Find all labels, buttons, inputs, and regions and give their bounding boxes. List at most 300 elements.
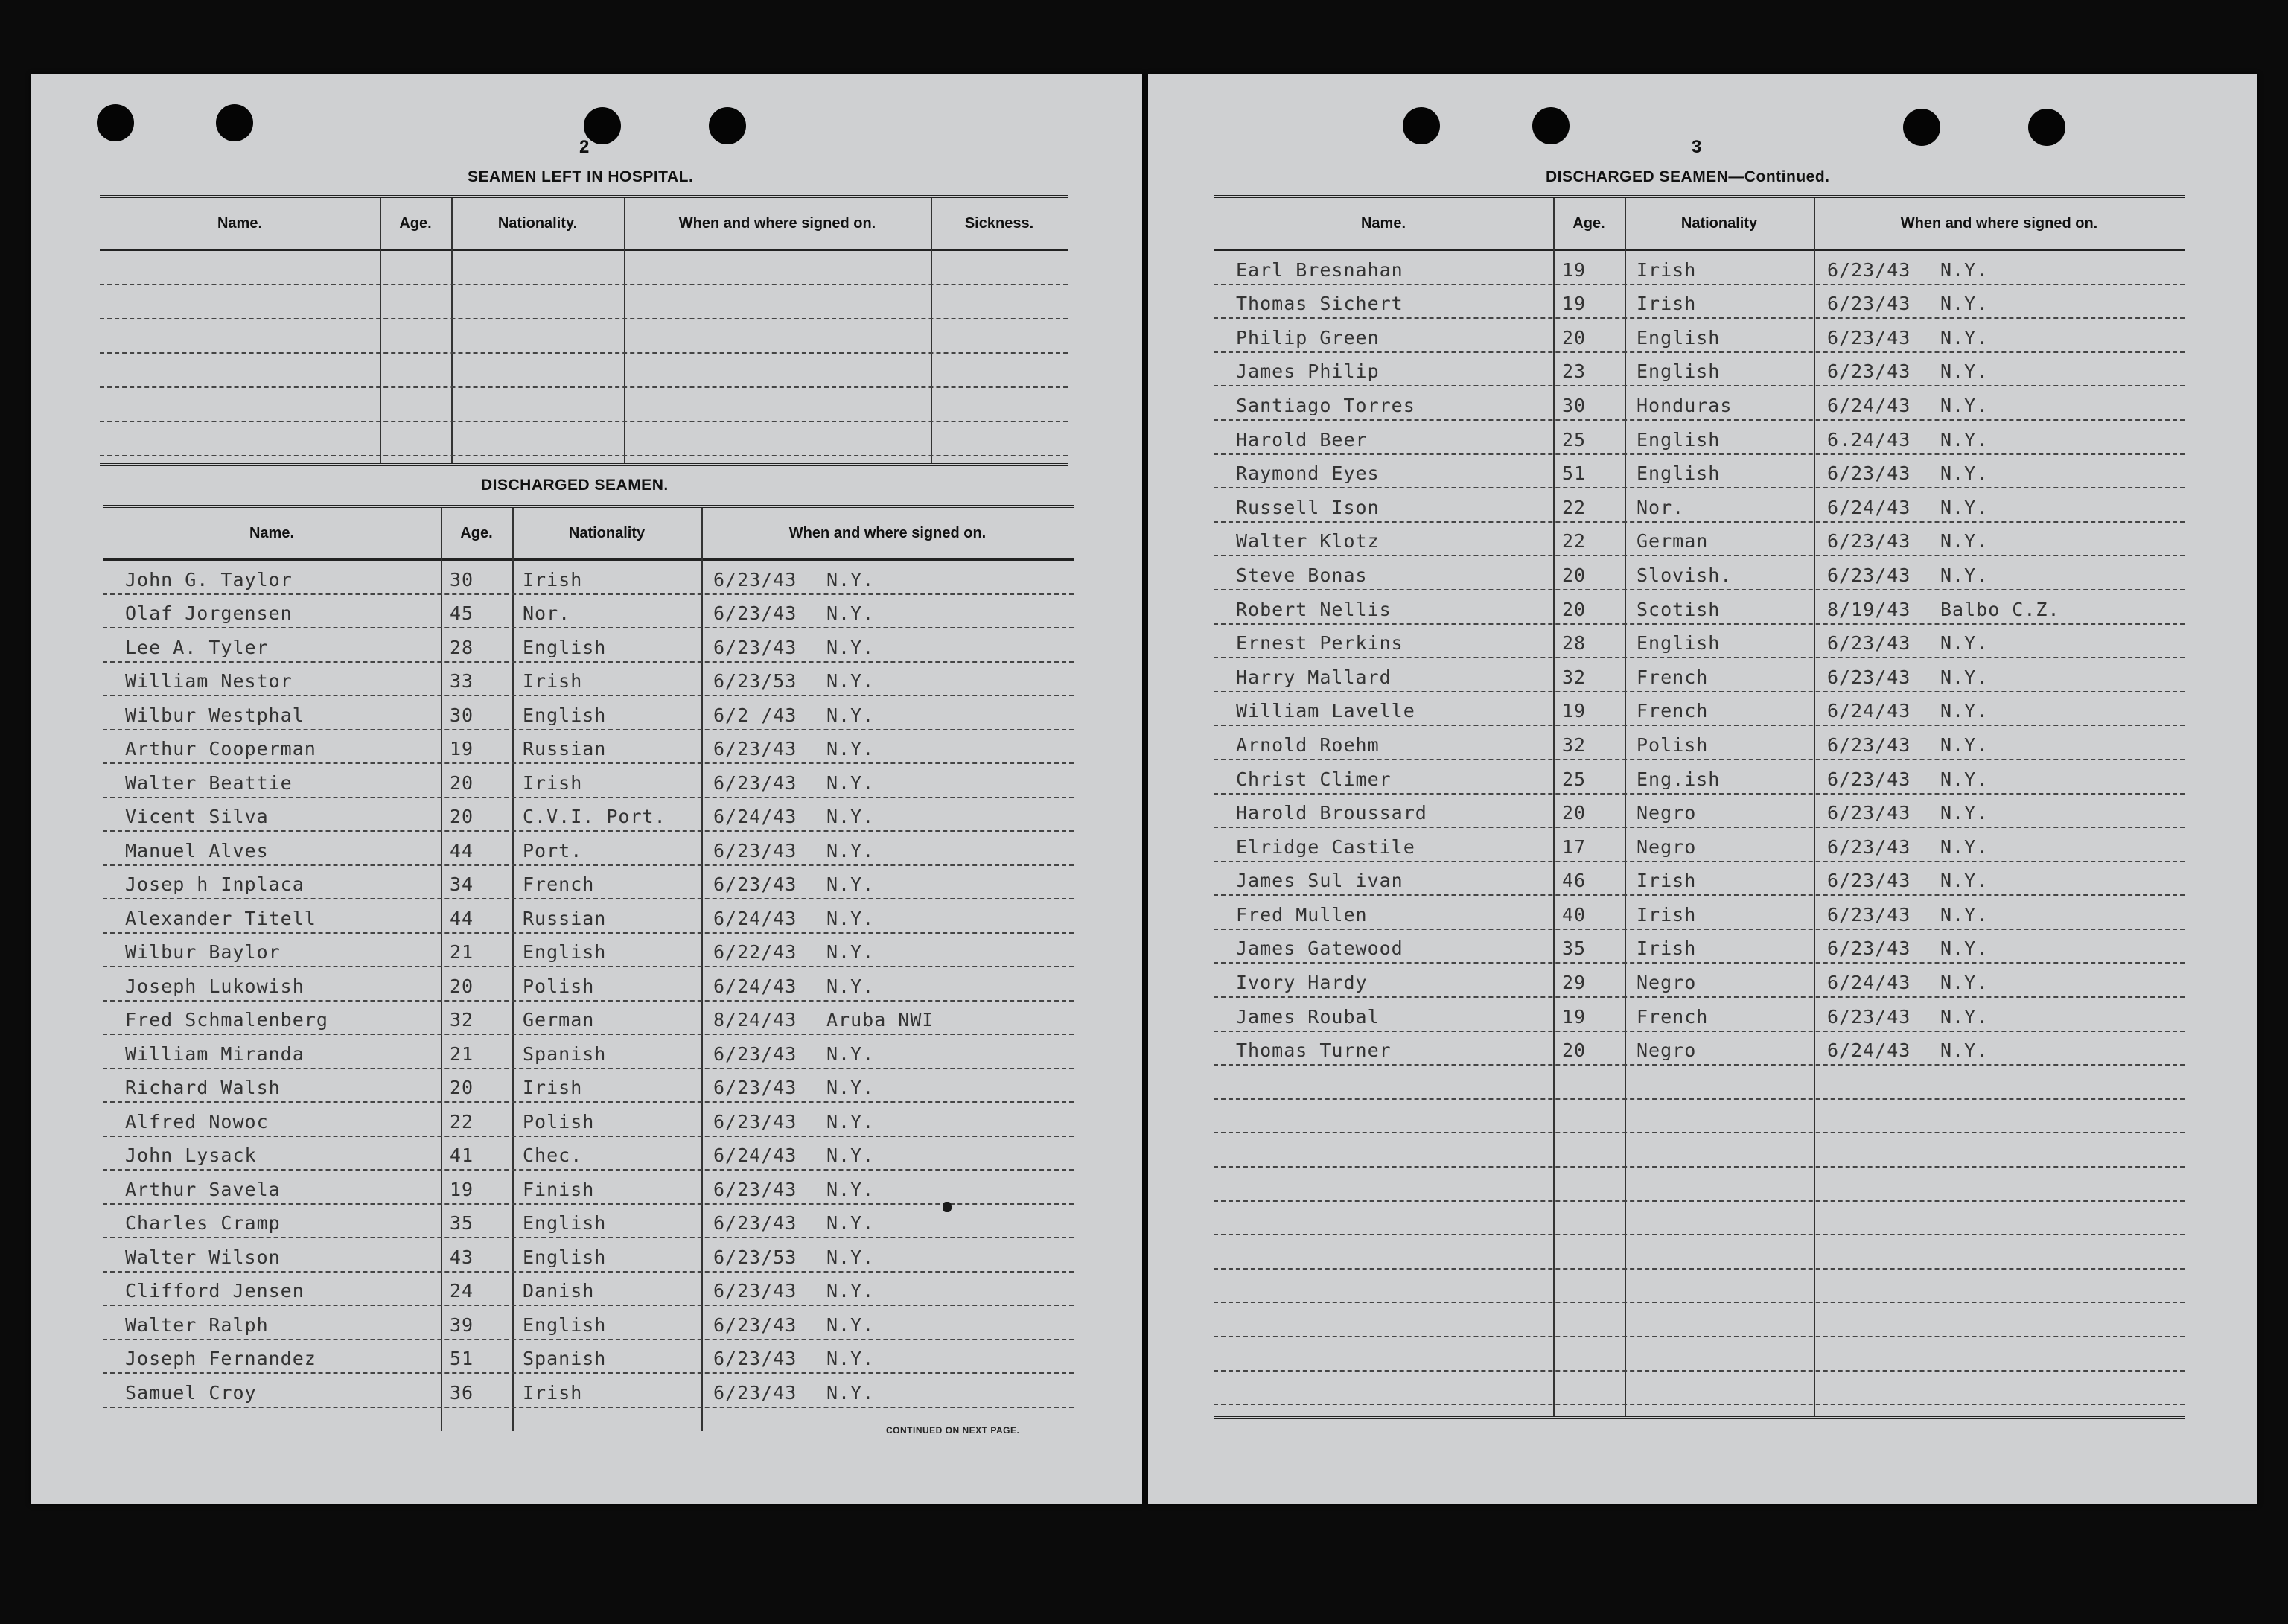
signed-on-date: 6/2 /43	[713, 704, 797, 726]
seaman-nationality: Negro	[1637, 835, 1697, 858]
table-row	[103, 1035, 1074, 1069]
signed-on-place: N.Y.	[1940, 462, 1989, 485]
header-name: Name.	[1360, 214, 1406, 232]
seaman-nationality: French	[523, 873, 595, 895]
binder-hole	[97, 104, 134, 141]
header-age: Age.	[1572, 214, 1605, 232]
seaman-age: 20	[450, 975, 474, 997]
signed-on-date: 6/23/43	[1827, 258, 1911, 281]
discharged-continued-title: DISCHARGED SEAMEN—Continued.	[1546, 168, 1830, 185]
seaman-nationality: Danish	[523, 1280, 595, 1302]
seaman-nationality: English	[523, 1313, 607, 1336]
table-row	[1214, 625, 2185, 659]
header-nationality: Nationality	[568, 524, 646, 541]
signed-on-place: N.Y.	[826, 1313, 875, 1336]
seaman-nationality: English	[523, 636, 607, 658]
table-row	[103, 967, 1074, 1002]
signed-on-date: 6/24/43	[713, 907, 797, 929]
seaman-nationality: Irish	[1637, 937, 1697, 960]
seaman-nationality: English	[1637, 632, 1721, 655]
seaman-name: Russell Ison	[1236, 496, 1380, 518]
seaman-name: Fred Mullen	[1236, 903, 1368, 926]
table-row	[1214, 692, 2185, 727]
seaman-name: Thomas Turner	[1236, 1039, 1392, 1062]
binder-hole	[1903, 109, 1940, 146]
signed-on-date: 6/23/43	[1827, 802, 1911, 824]
table-row	[103, 595, 1074, 629]
seaman-age: 36	[450, 1381, 474, 1404]
signed-on-date: 6/23/43	[1827, 462, 1911, 485]
discharged-continued-table	[1214, 195, 2185, 1419]
page-number: 2	[579, 137, 590, 157]
table-row	[1214, 896, 2185, 930]
signed-on-date: 6/23/43	[1827, 530, 1911, 553]
seaman-nationality: Honduras	[1637, 394, 1733, 416]
hospital-table	[100, 195, 1068, 466]
signed-on-place: N.Y.	[826, 602, 875, 624]
signed-on-date: 6/24/43	[1827, 1039, 1911, 1062]
table-row	[103, 1374, 1074, 1408]
blank-row	[1214, 1168, 2185, 1202]
signed-on-place: N.Y.	[1940, 360, 1989, 383]
signed-on-place: N.Y.	[826, 771, 875, 794]
seaman-name: Vicent Silva	[125, 806, 269, 827]
seaman-name: John Lysack	[125, 1144, 257, 1166]
seaman-age: 20	[450, 771, 474, 794]
signed-on-place: N.Y.	[826, 839, 875, 862]
hospital-rows	[100, 251, 1068, 456]
seaman-age: 20	[1562, 802, 1587, 824]
table-row	[1214, 590, 2185, 625]
signed-on-date: 6/24/43	[1827, 700, 1911, 722]
table-row	[103, 1103, 1074, 1137]
signed-on-place: N.Y.	[1940, 530, 1989, 553]
seaman-age: 19	[450, 738, 474, 760]
seaman-nationality: Negro	[1637, 1039, 1697, 1062]
table-row	[103, 628, 1074, 663]
signed-on-place: N.Y.	[1940, 428, 1989, 450]
seaman-age: 19	[1562, 1005, 1587, 1028]
seaman-name: Joseph Fernandez	[125, 1348, 316, 1369]
signed-on-place: N.Y.	[826, 1280, 875, 1302]
seaman-name: Arthur Cooperman	[125, 738, 316, 760]
seaman-name: Richard Walsh	[125, 1077, 281, 1098]
signed-on-date: 6/23/43	[1827, 326, 1911, 348]
blank-row	[1214, 1133, 2185, 1168]
seaman-age: 21	[450, 1042, 474, 1065]
signed-on-place: N.Y.	[1940, 564, 1989, 586]
seaman-name: Manuel Alves	[125, 839, 269, 862]
seaman-name: Steve Bonas	[1236, 564, 1368, 586]
seaman-age: 19	[450, 1178, 474, 1200]
seaman-nationality: Russian	[523, 738, 607, 760]
signed-on-date: 6/24/43	[1827, 394, 1911, 416]
seaman-age: 44	[450, 907, 474, 929]
signed-on-date: 8/24/43	[713, 1009, 797, 1031]
seaman-name: Walter Ralph	[125, 1313, 269, 1336]
seaman-name: Samuel Croy	[125, 1381, 257, 1404]
signed-on-date: 6/23/43	[713, 636, 797, 658]
seaman-age: 19	[1562, 258, 1587, 281]
seaman-name: Robert Nellis	[1236, 598, 1392, 620]
blank-row	[1214, 1270, 2185, 1304]
signed-on-place: N.Y.	[1940, 394, 1989, 416]
seaman-nationality: Irish	[523, 568, 583, 590]
table-row	[1214, 828, 2185, 862]
continued-note: CONTINUED ON NEXT PAGE.	[886, 1425, 1020, 1436]
blank-row	[1214, 1100, 2185, 1134]
seaman-name: John G. Taylor	[125, 568, 293, 590]
seaman-name: Harry Mallard	[1236, 666, 1392, 688]
seaman-age: 20	[1562, 598, 1587, 620]
table-row	[103, 1002, 1074, 1036]
seaman-name: James Sul ivan	[1236, 870, 1403, 892]
seaman-name: Raymond Eyes	[1236, 462, 1380, 485]
signed-on-place: N.Y.	[826, 1077, 875, 1098]
signed-on-date: 6/24/43	[1827, 972, 1911, 994]
seaman-age: 30	[450, 704, 474, 726]
right-page	[1148, 74, 2257, 1504]
signed-on-date: 6/23/43	[1827, 632, 1911, 655]
page-number: 3	[1692, 137, 1702, 157]
header-nationality: Nationality	[1680, 214, 1758, 232]
seaman-age: 34	[450, 873, 474, 895]
seaman-nationality: Irish	[1637, 293, 1697, 315]
seaman-name: Ernest Perkins	[1236, 632, 1403, 655]
left-page	[31, 74, 1142, 1504]
seaman-age: 19	[1562, 700, 1587, 722]
signed-on-date: 6/24/43	[713, 1144, 797, 1166]
seaman-nationality: Irish	[1637, 870, 1697, 892]
seaman-age: 24	[450, 1280, 474, 1302]
signed-on-date: 6/24/43	[713, 806, 797, 827]
blank-row	[100, 319, 1068, 354]
seaman-name: Elridge Castile	[1236, 835, 1415, 858]
table-row	[1214, 658, 2185, 692]
blank-row	[1214, 1235, 2185, 1270]
blank-row	[1214, 1303, 2185, 1337]
discharged-header-row	[103, 508, 1074, 561]
seaman-nationality: English	[523, 1212, 607, 1234]
signed-on-date: 6.24/43	[1827, 428, 1911, 450]
signed-on-date: 8/19/43	[1827, 598, 1911, 620]
signed-on-place: N.Y.	[826, 636, 875, 658]
blank-row	[100, 388, 1068, 422]
seaman-nationality: Spanish	[523, 1348, 607, 1369]
header-name: Name.	[217, 214, 263, 232]
seaman-name: Earl Bresnahan	[1236, 258, 1403, 281]
table-row	[1214, 319, 2185, 353]
table-row	[1214, 523, 2185, 557]
seaman-nationality: Irish	[523, 1381, 583, 1404]
table-row	[103, 1069, 1074, 1104]
seaman-name: Walter Beattie	[125, 771, 293, 794]
seaman-nationality: Irish	[523, 1077, 583, 1098]
seaman-name: James Philip	[1236, 360, 1380, 383]
seaman-age: 28	[450, 636, 474, 658]
table-row	[103, 764, 1074, 798]
seaman-name: Christ Climer	[1236, 768, 1392, 790]
seaman-nationality: English	[523, 941, 607, 963]
seaman-name: James Gatewood	[1236, 937, 1403, 960]
table-row	[103, 663, 1074, 697]
seaman-nationality: Port.	[523, 839, 583, 862]
signed-on-place: Aruba NWI	[826, 1009, 934, 1031]
seaman-age: 35	[1562, 937, 1587, 960]
table-row	[1214, 930, 2185, 964]
binder-hole	[1403, 107, 1440, 144]
seaman-age: 17	[1562, 835, 1587, 858]
binder-hole	[1532, 107, 1570, 144]
signed-on-date: 6/23/43	[713, 1178, 797, 1200]
seaman-nationality: Negro	[1637, 802, 1697, 824]
signed-on-place: N.Y.	[826, 873, 875, 895]
seaman-name: Clifford Jensen	[125, 1280, 305, 1302]
blank-row	[1214, 1372, 2185, 1406]
seaman-nationality: Spanish	[523, 1042, 607, 1065]
seaman-nationality: English	[1637, 428, 1721, 450]
signed-on-date: 6/23/43	[1827, 666, 1911, 688]
signed-on-date: 6/24/43	[1827, 496, 1911, 518]
seaman-nationality: Irish	[523, 771, 583, 794]
signed-on-date: 6/23/43	[713, 873, 797, 895]
seaman-nationality: Chec.	[523, 1144, 583, 1166]
ink-speck	[943, 1202, 952, 1212]
table-row	[103, 1306, 1074, 1340]
signed-on-place: N.Y.	[1940, 258, 1989, 281]
header-name: Name.	[249, 524, 295, 541]
seaman-name: Josep h Inplaca	[125, 873, 305, 895]
seaman-name: Charles Cramp	[125, 1212, 281, 1234]
seaman-nationality: Irish	[523, 670, 583, 692]
seaman-nationality: Scotish	[1637, 598, 1721, 620]
signed-on-date: 6/23/43	[713, 1077, 797, 1098]
seaman-name: Thomas Sichert	[1236, 293, 1403, 315]
seaman-name: Alfred Nowoc	[125, 1110, 269, 1133]
blank-row	[100, 354, 1068, 388]
table-row	[103, 1205, 1074, 1239]
blank-row	[100, 251, 1068, 285]
signed-on-place: N.Y.	[826, 670, 875, 692]
table-row	[103, 1137, 1074, 1171]
table-row	[1214, 455, 2185, 489]
blank-row	[100, 422, 1068, 456]
table-row	[1214, 862, 2185, 897]
seaman-age: 46	[1562, 870, 1587, 892]
seaman-nationality: English	[1637, 360, 1721, 383]
table-row	[103, 1238, 1074, 1273]
signed-on-place: N.Y.	[1940, 496, 1989, 518]
seaman-nationality: Finish	[523, 1178, 595, 1200]
continued-header-row	[1214, 198, 2185, 251]
seaman-nationality: Negro	[1637, 972, 1697, 994]
signed-on-date: 6/23/43	[713, 568, 797, 590]
seaman-nationality: Eng.ish	[1637, 768, 1721, 790]
signed-on-place: N.Y.	[1940, 1039, 1989, 1062]
seaman-age: 19	[1562, 293, 1587, 315]
seaman-age: 29	[1562, 972, 1587, 994]
signed-on-place: N.Y.	[826, 738, 875, 760]
seaman-nationality: English	[523, 704, 607, 726]
signed-on-date: 6/23/43	[713, 1348, 797, 1369]
signed-on-date: 6/23/43	[713, 1280, 797, 1302]
signed-on-place: N.Y.	[1940, 293, 1989, 315]
table-row	[1214, 1032, 2185, 1066]
seaman-name: Olaf Jorgensen	[125, 602, 293, 624]
hospital-header-row	[100, 198, 1068, 251]
seaman-nationality: Polish	[523, 1110, 595, 1133]
seaman-nationality: English	[1637, 462, 1721, 485]
table-row	[1214, 556, 2185, 590]
seaman-age: 41	[450, 1144, 474, 1166]
signed-on-date: 6/23/43	[1827, 903, 1911, 926]
seaman-nationality: Polish	[523, 975, 595, 997]
signed-on-place: N.Y.	[1940, 870, 1989, 892]
table-row	[1214, 285, 2185, 319]
table-row	[1214, 353, 2185, 387]
signed-on-date: 6/23/43	[1827, 293, 1911, 315]
seaman-age: 20	[1562, 1039, 1587, 1062]
signed-on-date: 6/23/43	[713, 602, 797, 624]
table-row	[103, 1340, 1074, 1375]
seaman-name: Fred Schmalenberg	[125, 1009, 328, 1031]
signed-on-place: N.Y.	[826, 1110, 875, 1133]
seaman-name: William Nestor	[125, 670, 293, 692]
seaman-nationality: Slovish.	[1637, 564, 1733, 586]
signed-on-date: 6/23/43	[1827, 768, 1911, 790]
seaman-age: 33	[450, 670, 474, 692]
seaman-nationality: C.V.I. Port.	[523, 806, 666, 827]
table-row	[103, 899, 1074, 934]
seaman-age: 22	[1562, 496, 1587, 518]
table-row	[1214, 386, 2185, 421]
table-row	[1214, 421, 2185, 455]
seaman-name: Santiago Torres	[1236, 394, 1415, 416]
seaman-nationality: Nor.	[523, 602, 571, 624]
seaman-name: Arthur Savela	[125, 1178, 281, 1200]
signed-on-place: N.Y.	[826, 568, 875, 590]
signed-on-place: N.Y.	[1940, 903, 1989, 926]
seaman-age: 20	[1562, 564, 1587, 586]
binder-hole	[709, 107, 746, 144]
seaman-name: Harold Beer	[1236, 428, 1368, 450]
signed-on-date: 6/23/43	[1827, 937, 1911, 960]
header-signed-on: When and where signed on.	[1900, 214, 2098, 232]
signed-on-date: 6/23/43	[713, 1212, 797, 1234]
seaman-nationality: Polish	[1637, 733, 1709, 756]
seaman-name: William Lavelle	[1236, 700, 1415, 722]
seaman-nationality: English	[523, 1246, 607, 1268]
seaman-name: Walter Wilson	[125, 1246, 281, 1268]
seaman-name: William Miranda	[125, 1042, 305, 1065]
signed-on-place: N.Y.	[826, 1178, 875, 1200]
signed-on-place: N.Y.	[826, 1212, 875, 1234]
seaman-nationality: French	[1637, 700, 1709, 722]
table-row	[103, 798, 1074, 832]
seaman-age: 28	[1562, 632, 1587, 655]
binder-hole	[2028, 109, 2065, 146]
table-row	[103, 561, 1074, 595]
table-row	[1214, 726, 2185, 760]
seaman-name: Wilbur Baylor	[125, 941, 281, 963]
table-row	[103, 696, 1074, 730]
seaman-name: Arnold Roehm	[1236, 733, 1380, 756]
seaman-name: Alexander Titell	[125, 907, 316, 929]
header-sickness: Sickness.	[964, 214, 1034, 232]
seaman-name: Ivory Hardy	[1236, 972, 1368, 994]
seaman-name: Walter Klotz	[1236, 530, 1380, 553]
seaman-name: Joseph Lukowish	[125, 975, 305, 997]
binder-hole	[584, 107, 621, 144]
signed-on-place: N.Y.	[826, 1144, 875, 1166]
seaman-name: Wilbur Westphal	[125, 704, 305, 726]
seaman-age: 20	[450, 1077, 474, 1098]
signed-on-place: N.Y.	[826, 806, 875, 827]
seaman-age: 44	[450, 839, 474, 862]
header-signed-on: When and where signed on.	[678, 214, 876, 232]
blank-row	[1214, 1337, 2185, 1372]
signed-on-place: N.Y.	[826, 975, 875, 997]
seaman-age: 51	[1562, 462, 1587, 485]
seaman-age: 25	[1562, 768, 1587, 790]
signed-on-place: N.Y.	[1940, 768, 1989, 790]
signed-on-place: N.Y.	[1940, 733, 1989, 756]
seaman-age: 51	[450, 1348, 474, 1369]
signed-on-date: 6/23/43	[713, 839, 797, 862]
table-row	[103, 730, 1074, 765]
signed-on-date: 6/22/43	[713, 941, 797, 963]
seaman-name: Lee A. Tyler	[125, 636, 269, 658]
seaman-age: 20	[1562, 326, 1587, 348]
seaman-age: 30	[1562, 394, 1587, 416]
seaman-age: 32	[1562, 666, 1587, 688]
signed-on-date: 6/23/43	[1827, 733, 1911, 756]
seaman-age: 22	[1562, 530, 1587, 553]
seaman-nationality: English	[1637, 326, 1721, 348]
seaman-age: 39	[450, 1313, 474, 1336]
seaman-age: 25	[1562, 428, 1587, 450]
table-row	[1214, 795, 2185, 829]
signed-on-place: N.Y.	[826, 704, 875, 726]
signed-on-place: N.Y.	[1940, 700, 1989, 722]
seaman-name: Harold Broussard	[1236, 802, 1427, 824]
discharged-section-title: DISCHARGED SEAMEN.	[481, 477, 669, 494]
table-row	[1214, 998, 2185, 1032]
signed-on-place: N.Y.	[1940, 632, 1989, 655]
signed-on-date: 6/23/43	[1827, 870, 1911, 892]
signed-on-place: N.Y.	[1940, 835, 1989, 858]
seaman-age: 45	[450, 602, 474, 624]
table-row	[1214, 760, 2185, 795]
header-age: Age.	[399, 214, 432, 232]
signed-on-date: 6/23/53	[713, 670, 797, 692]
signed-on-date: 6/23/53	[713, 1246, 797, 1268]
seaman-age: 21	[450, 941, 474, 963]
signed-on-date: 6/23/43	[1827, 835, 1911, 858]
seaman-age: 40	[1562, 903, 1587, 926]
seaman-age: 35	[450, 1212, 474, 1234]
seaman-nationality: German	[1637, 530, 1709, 553]
signed-on-date: 6/23/43	[1827, 564, 1911, 586]
signed-on-place: N.Y.	[1940, 326, 1989, 348]
continued-rows	[1214, 251, 2185, 1405]
signed-on-place: N.Y.	[1940, 802, 1989, 824]
signed-on-date: 6/23/43	[1827, 360, 1911, 383]
blank-row	[100, 285, 1068, 319]
signed-on-date: 6/23/43	[713, 1042, 797, 1065]
signed-on-place: N.Y.	[826, 1042, 875, 1065]
seaman-name: Philip Green	[1236, 326, 1380, 348]
